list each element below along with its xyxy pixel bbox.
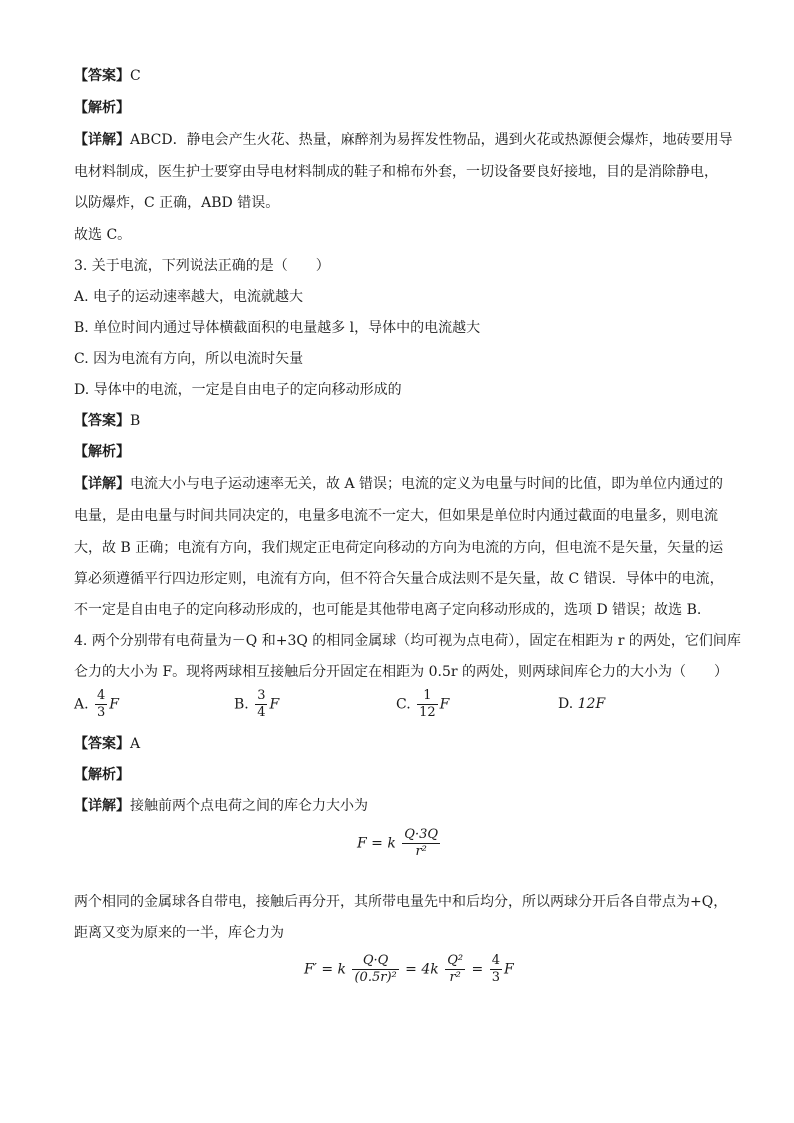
q4-answer-line bbox=[74, 734, 140, 754]
detail-label: 【详解】 bbox=[74, 132, 130, 148]
answer-value: B bbox=[130, 413, 141, 429]
analysis-label: 【解析】 bbox=[74, 767, 130, 783]
detail-label: 【详解】 bbox=[74, 476, 130, 492]
q4-analysis-line bbox=[74, 765, 130, 785]
q4-detail-line-3: 距离又变为原来的一半，库仑力为 bbox=[74, 925, 284, 941]
detail-label: 【详解】 bbox=[74, 798, 130, 814]
q3-option-b: B. 单位时间内通过导体横截面积的电量越多 l，导体中的电流越大 bbox=[74, 320, 481, 336]
q2-conclusion: 故选 C。 bbox=[74, 227, 132, 243]
q3-option-a: A. 电子的运动速率越大，电流就越大 bbox=[74, 289, 304, 305]
q3-detail-line-3: 大，故 B 正确；电流有方向，我们规定正电荷定向移动的方向为电流的方向，但电流不是矢量，矢量的运 bbox=[74, 540, 724, 556]
q4-detail-line-1: 【详解】接触前两个点电荷之间的库仑力大小为 bbox=[74, 798, 368, 814]
fraction: $\frac{1}{12}$ bbox=[419, 688, 436, 720]
q3-detail-line-2: 电量，是由电量与时间共同决定的，电量多电流不一定大，但如果是单位时内通过截面的电量多，则电流 bbox=[74, 508, 718, 524]
answer-value: A bbox=[130, 736, 141, 752]
answer-label: 【答案】 bbox=[74, 736, 130, 752]
q4-option-b: B. $\frac{3}{4}$ F bbox=[234, 688, 280, 720]
q4-stem-line-2: 仑力的大小为 F。现将两球相互接触后分开固定在相距为 0.5r 的两处，则两球间库仑力的大小为（ ） bbox=[74, 664, 729, 680]
q4-stem-line-1: 4. 两个分别带有电荷量为－Q 和+3Q 的相同金属球（均可视为点电荷），固定在相距为 r 的两处，它们间库 bbox=[74, 633, 741, 649]
q3-detail-line-1: 【详解】电流大小与电子运动速率无关，故 A 错误；电流的定义为电量与时间的比值，即为单位内通过的 bbox=[74, 476, 724, 492]
q4-detail-line-2: 两个相同的金属球各自带电，接触后再分开，其所带电量先中和后均分，所以两球分开后各自带点为+Q， bbox=[74, 894, 728, 910]
q2-analysis-line bbox=[74, 98, 130, 118]
q2-answer-line bbox=[74, 66, 141, 86]
q3-option-c: C. 因为电流有方向，所以电流时矢量 bbox=[74, 351, 304, 367]
q4-option-d: D. 12F bbox=[558, 696, 606, 712]
formula-coulomb-after: F′ = k $\frac{Q\cdot Q}{\text{(0.5r)²}}$ = 4k $\frac{\text{Q²}}{\text{r²}}$ = $\frac{4}{3}$ F bbox=[304, 953, 514, 985]
analysis-label: 【解析】 bbox=[74, 100, 130, 116]
q4-option-c: C. $\frac{1}{12}$ F bbox=[396, 688, 450, 720]
analysis-label: 【解析】 bbox=[74, 444, 130, 460]
formula-coulomb-before: F = k $\frac{Q\cdot 3Q}{\text{r²}}$ bbox=[357, 827, 439, 859]
q3-detail-line-5: 不一定是自由电子的定向移动形成的，也可能是其他带电离子定向移动形成的，选项 D 错误；故选 B. bbox=[74, 602, 702, 618]
fraction: $\frac{3}{4}$ bbox=[257, 688, 266, 720]
q3-detail-line-4: 算必须遵循平行四边形定则，电流有方向，但不符合矢量合成法则不是矢量，故 C 错误．导体中的电流， bbox=[74, 571, 724, 587]
answer-value: C bbox=[130, 68, 141, 84]
q3-answer-line bbox=[74, 411, 140, 431]
q2-detail-line-1: 【详解】ABCD．静电会产生火花、热量，麻醉剂为易挥发性物品，遇到火花或热源便会爆炸，地砖要用导 bbox=[74, 132, 733, 148]
answer-label: 【答案】 bbox=[74, 68, 130, 84]
q3-analysis-line bbox=[74, 442, 130, 462]
answer-label: 【答案】 bbox=[74, 413, 130, 429]
q2-detail-line-2: 电材料制成，医生护士要穿由导电材料制成的鞋子和棉布外套，一切设备要良好接地，目的是消除静电， bbox=[74, 164, 718, 180]
q3-option-d: D. 导体中的电流，一定是自由电子的定向移动形成的 bbox=[74, 382, 402, 398]
q2-detail-line-3: 以防爆炸，C 正确，ABD 错误。 bbox=[74, 195, 280, 211]
q4-option-a: A. $\frac{4}{3}$ F bbox=[74, 688, 120, 720]
fraction: $\frac{4}{3}$ bbox=[97, 688, 106, 720]
q3-stem: 3. 关于电流，下列说法正确的是（ ） bbox=[74, 258, 330, 274]
